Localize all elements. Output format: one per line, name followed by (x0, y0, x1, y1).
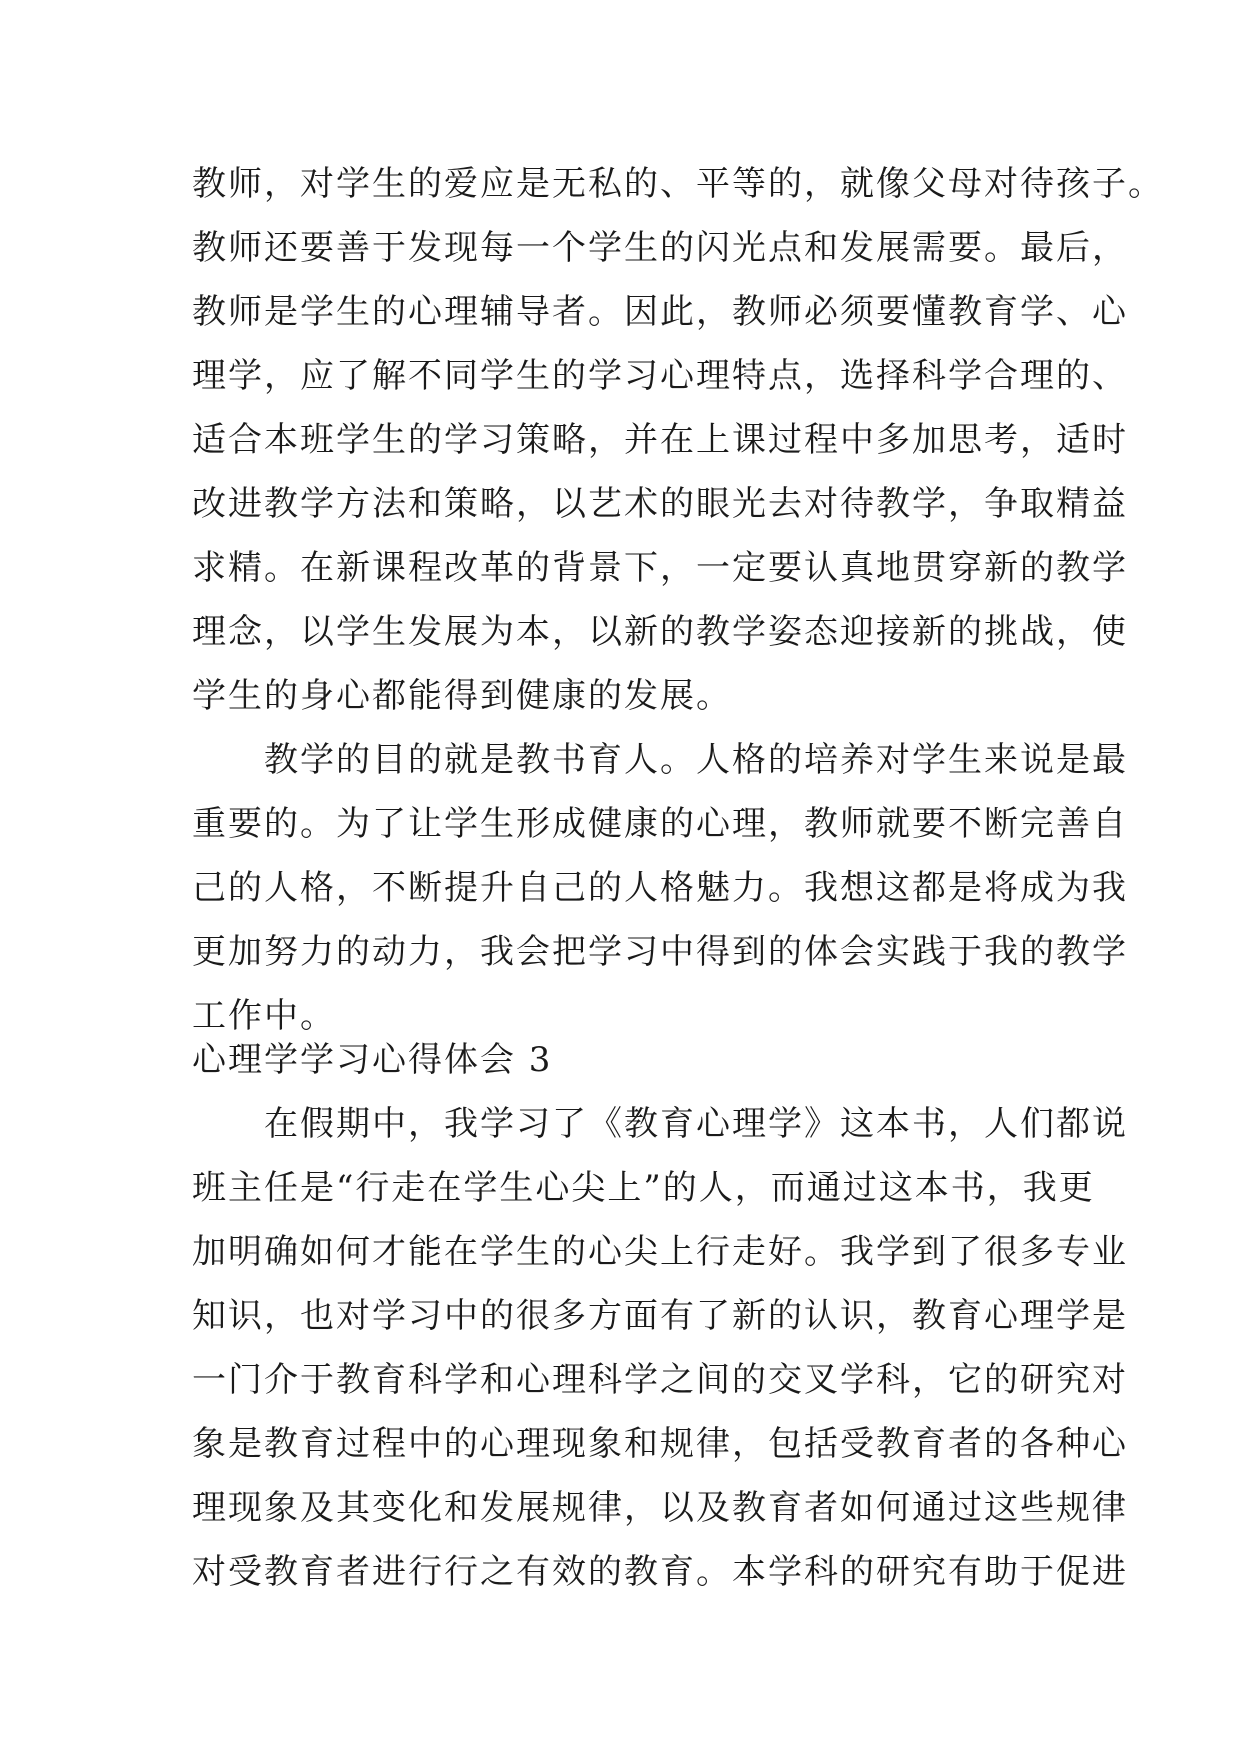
text-line: 理学，应了解不同学生的学习心理特点，选择科学合理的、 (192, 356, 1128, 396)
text-line: 理现象及其变化和发展规律，以及教育者如何通过这些规律 (192, 1488, 1128, 1528)
text-line: 教师还要善于发现每一个学生的闪光点和发展需要。最后， (192, 228, 1128, 268)
text-line: 学生的身心都能得到健康的发展。 (192, 676, 732, 716)
text-line: 适合本班学生的学习策略，并在上课过程中多加思考，适时 (192, 420, 1128, 460)
text-line: 更加努力的动力，我会把学习中得到的体会实践于我的教学 (192, 932, 1128, 972)
text-line: 象是教育过程中的心理现象和规律，包括受教育者的各种心 (192, 1424, 1128, 1464)
text-line: 在假期中，我学习了《教育心理学》这本书，人们都说 (192, 1104, 1128, 1144)
text-line: 改进教学方法和策略，以艺术的眼光去对待教学，争取精益 (192, 484, 1128, 524)
text-line: 工作中。 (192, 996, 336, 1036)
text-line: 知识，也对学习中的很多方面有了新的认识，教育心理学是 (192, 1296, 1128, 1336)
body-text-top (192, 152, 1164, 1048)
body-text-bottom (192, 1092, 1128, 1604)
text-line: 加明确如何才能在学生的心尖上行走好。我学到了很多专业 (192, 1232, 1128, 1272)
text-line: 教师是学生的心理辅导者。因此，教师必须要懂教育学、心 (192, 292, 1128, 332)
text-line: 教师，对学生的爱应是无私的、平等的，就像父母对待孩子。 (192, 164, 1164, 204)
section-title: 心理学学习心得体会 3 (192, 1040, 553, 1080)
text-line: 班主任是“行走在学生心尖上”的人，而通过这本书，我更 (192, 1168, 1095, 1208)
text-line: 一门介于教育科学和心理科学之间的交叉学科，它的研究对 (192, 1360, 1128, 1400)
text-line: 重要的。为了让学生形成健康的心理，教师就要不断完善自 (192, 804, 1128, 844)
text-line: 求精。在新课程改革的背景下，一定要认真地贯穿新的教学 (192, 548, 1128, 588)
text-line: 对受教育者进行行之有效的教育。本学科的研究有助于促进 (192, 1552, 1128, 1592)
text-line: 己的人格，不断提升自己的人格魅力。我想这都是将成为我 (192, 868, 1128, 908)
text-line: 教学的目的就是教书育人。人格的培养对学生来说是最 (192, 740, 1128, 780)
text-line: 理念，以学生发展为本，以新的教学姿态迎接新的挑战，使 (192, 612, 1128, 652)
